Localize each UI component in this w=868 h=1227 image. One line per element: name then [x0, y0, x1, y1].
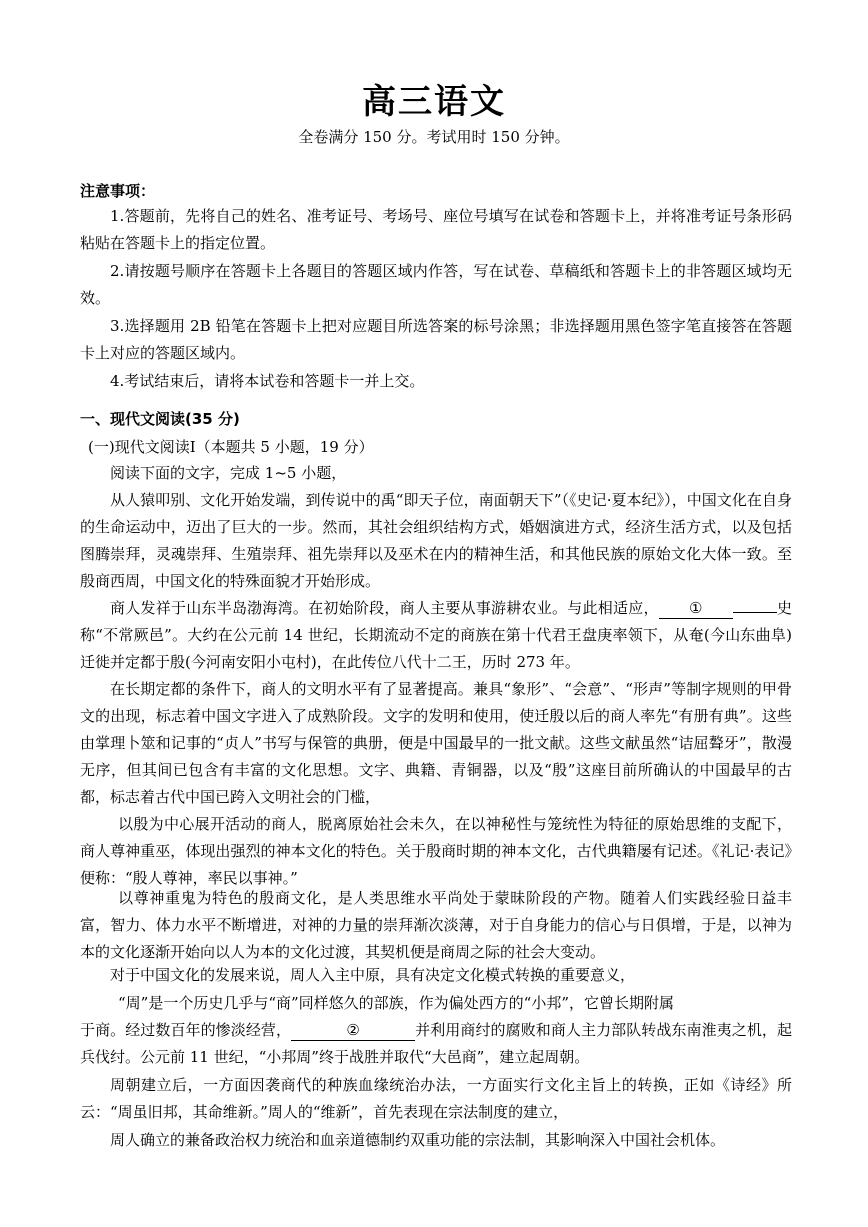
passage-paragraph-2	[80, 595, 792, 676]
blank-1: ①	[659, 598, 733, 619]
passage-paragraph-7-line-1: “周”是一个历史几乎与“商”同样悠久的部族，作为偏处西方的“小邦”，它曾长期附属	[118, 994, 675, 1012]
passage-paragraph-9: 周人确立的兼备政治权力统治和血亲道德制约双重功能的宗法制，其影响深入中国社会机体。	[110, 1131, 726, 1149]
notice-item-1: 1.答题前，先将自己的姓名、准考证号、考场号、座位号填写在试卷和答题卡上，并将准考证号条形码粘贴在答题卡上的指定位置。	[80, 207, 792, 252]
notice-item-4: 4.考试结束后，请将本试卷和答题卡一并上交。	[110, 372, 425, 390]
exam-title: 高三语文	[362, 82, 506, 122]
blank-2: ②	[291, 1020, 415, 1041]
section1-part1-label: (一)现代文阅读Ⅰ（本题共 5 小题，19 分）	[88, 438, 374, 456]
reading-instruction: 阅读下面的文字，完成 1~5 小题，	[110, 464, 347, 482]
section1-heading: 一、现代文阅读(35 分)	[80, 410, 240, 428]
passage-paragraph-8: 周朝建立后，一方面因袭商代的种族血缘统治办法，一方面实行文化主旨上的转换，正如《诗经》所云：“周虽旧邦，其命维新。”周人的“维新”，首先表现在宗法制度的建立，	[80, 1076, 792, 1121]
passage-paragraph-4: 以殷为中心展开活动的商人，脱离原始社会未久，在以神秘性与笼统性为特征的原始思维的支配下，商人尊神重巫，体现出强烈的神本文化的特色。关于殷商时期的神本文化，古代典籍屡有记述。《礼记·表记》便称：“殷人尊神，率民以事神。”	[80, 815, 792, 887]
passage-paragraph-7-end: 并利用商纣的腐败和商人主力部队转战东南淮夷之机，起兵伐纣。公元前 11 世纪，“小邦周”终于战胜并取代“大邑商”，建立起周朝。	[80, 1021, 792, 1066]
passage-paragraph-7	[80, 1017, 792, 1071]
passage-paragraph-3: 在长期定都的条件下，商人的文明水平有了显著提高。兼具“象形”、“会意”、“形声”等制字规则的甲骨文的出现，标志着中国文字进入了成熟阶段。文字的发明和使用，使迁殷以后的商人率先“有册有典”。这些由掌理卜筮和记事的“贞人”书写与保管的典册，便是中国最早的一批文献。这些文献虽然“诘屈聱牙”，散漫无序，但其间已包含有丰富的文化思想。文字、典籍、青铜器，以及“殷”这座目前所确认的中国最早的古都，标志着古代中国已跨入文明社会的门槛，	[80, 680, 792, 806]
notice-heading: 注意事项：	[80, 182, 156, 200]
blank-1-continued	[733, 612, 777, 613]
passage-paragraph-7-start: 于商。经过数百年的惨淡经营，	[80, 1021, 292, 1039]
passage-paragraph-5: 以尊神重鬼为特色的殷商文化，是人类思维水平尚处于蒙昧阶段的产物。随着人们实践经验日益丰富，智力、体力水平不断增进，对神的力量的崇拜渐次淡薄，对于自身能力的信心与日俱增，于是，以神为本的文化逐渐开始向以人为本的文化过渡，其契机便是商周之际的社会大变动。	[80, 889, 792, 961]
notice-item-2: 2.请按题号顺序在答题卡上各题目的答题区域内作答，写在试卷、草稿纸和答题卡上的非答题区域均无效。	[80, 262, 792, 307]
passage-paragraph-2-end: 史称“不常厥邑”。大约在公元前 14 世纪，长期流动不定的商族在第十代君王盘庚率领下，从奄(今山东曲阜)迁徙并定都于殷(今河南安阳小屯村)，在此传位八代十二王，历时 273 年。	[80, 599, 792, 671]
passage-paragraph-1: 从人猿叩别、文化开始发端，到传说中的禹“即天子位，南面朝天下”（《史记·夏本纪》），中国文化在自身的生命运动中，迈出了巨大的一步。然而，其社会组织结构方式，婚姻演进方式，经济生活方式，以及包括图腾崇拜，灵魂崇拜、生殖崇拜、祖先崇拜以及巫术在内的精神生活，和其他民族的原始文化大体一致。至殷商西周，中国文化的特殊面貌才开始形成。	[80, 491, 792, 590]
exam-subtitle: 全卷满分 150 分。考试用时 150 分钟。	[298, 128, 570, 146]
passage-paragraph-2-start: 商人发祥于山东半岛渤海湾。在初始阶段，商人主要从事游耕农业。与此相适应，	[110, 599, 659, 617]
passage-paragraph-6: 对于中国文化的发展来说，周人入主中原，具有决定文化模式转换的重要意义，	[110, 966, 636, 984]
notice-item-3: 3.选择题用 2B 铅笔在答题卡上把对应题目所选答案的标号涂黑；非选择题用黑色签字笔直接答在答题卡上对应的答题区域内。	[80, 317, 792, 362]
